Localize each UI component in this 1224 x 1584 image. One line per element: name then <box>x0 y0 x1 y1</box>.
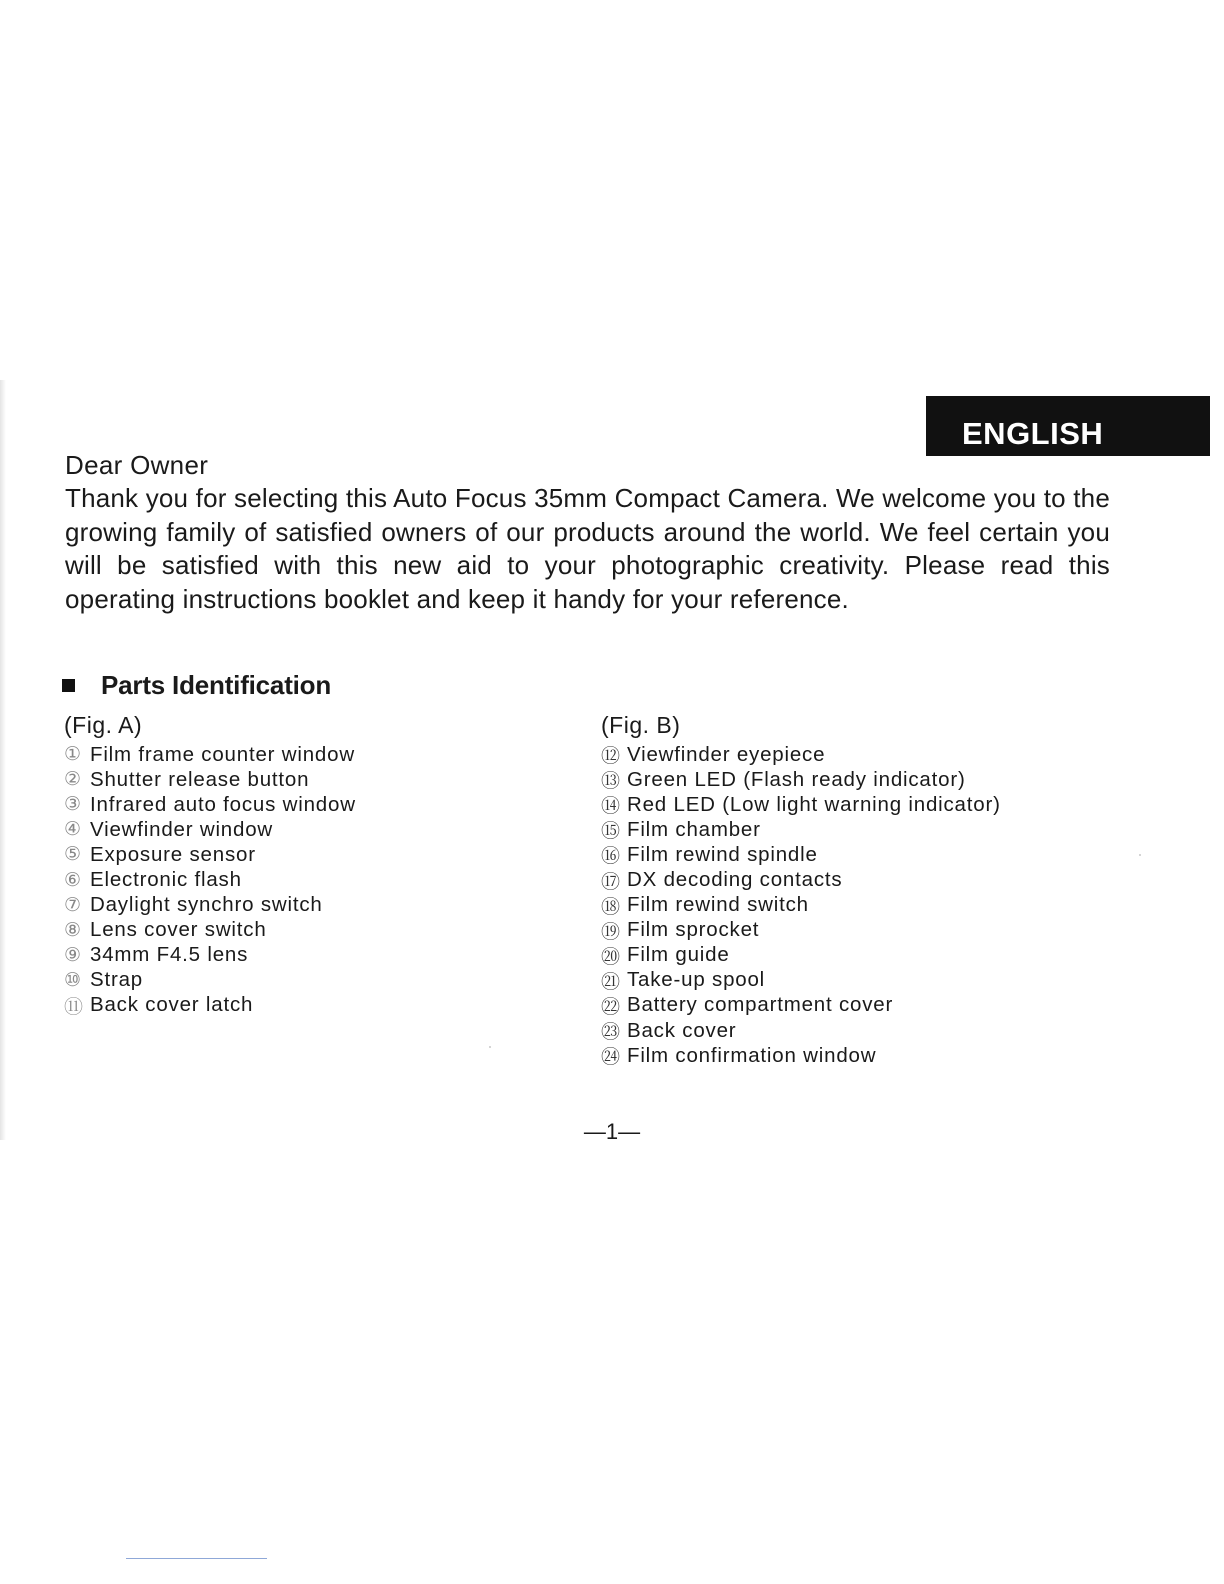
part-number: ⑦ <box>64 894 82 916</box>
part-item <box>601 918 1001 943</box>
part-number: ⑭ <box>601 796 621 818</box>
part-label: Film confirmation window <box>627 1043 877 1067</box>
divider-line <box>126 1558 267 1559</box>
part-label: Film sprocket <box>627 918 760 942</box>
scan-speck <box>1139 854 1141 856</box>
fig-b-label: (Fig. B) <box>601 712 681 738</box>
page-edge-shadow <box>0 380 6 1140</box>
part-number: ⑩ <box>64 969 82 991</box>
part-label: Film rewind switch <box>627 893 809 917</box>
part-number: ⑪ <box>64 996 84 1018</box>
part-number: ⑳ <box>601 946 621 968</box>
scan-speck <box>489 1046 491 1048</box>
fig-a-label: (Fig. A) <box>64 712 143 738</box>
part-item <box>601 842 1001 867</box>
part-item <box>601 968 1001 993</box>
part-number: ④ <box>64 819 82 841</box>
part-label: Infrared auto focus window <box>90 792 356 816</box>
fig-b-column <box>601 708 1001 1068</box>
part-label: Exposure sensor <box>90 842 256 866</box>
part-item <box>601 1043 1001 1068</box>
part-label: Electronic flash <box>90 868 242 892</box>
part-item <box>64 817 356 842</box>
part-item <box>64 918 356 943</box>
part-label: Strap <box>90 968 143 992</box>
part-number: ⑱ <box>601 896 621 918</box>
part-number: ③ <box>64 794 82 816</box>
language-badge: ENGLISH <box>926 396 1210 456</box>
part-label: Film rewind spindle <box>627 842 818 866</box>
part-label: Red LED (Low light warning indicator) <box>627 792 1001 816</box>
part-label: Take-up spool <box>627 968 766 992</box>
part-label: Battery compartment cover <box>627 993 894 1017</box>
part-label: Back cover <box>627 1018 737 1042</box>
part-number: ⑯ <box>601 846 621 868</box>
part-label: Viewfinder window <box>90 817 274 841</box>
greeting: Dear Owner <box>65 450 209 480</box>
part-label: 34mm F4.5 lens <box>90 943 249 967</box>
part-label: Film chamber <box>627 817 761 841</box>
section-title: Parts Identification <box>101 670 332 700</box>
part-number: ⑬ <box>601 771 621 793</box>
part-number: ② <box>64 769 82 791</box>
part-number: ⑮ <box>601 821 621 843</box>
part-item <box>64 867 356 892</box>
part-number: ㉒ <box>601 996 621 1018</box>
page-number: —1— <box>583 1119 641 1144</box>
part-number: ⑨ <box>64 944 82 966</box>
part-number: ㉔ <box>601 1047 621 1069</box>
fig-b-parts-list <box>601 742 1001 1068</box>
part-number: ⑲ <box>601 921 621 943</box>
part-label: Lens cover switch <box>90 918 267 942</box>
part-label: Green LED (Flash ready indicator) <box>627 767 966 791</box>
part-number: ㉑ <box>601 971 621 993</box>
part-label: Film guide <box>627 943 730 967</box>
part-item <box>601 943 1001 968</box>
part-item <box>601 767 1001 792</box>
part-number: ⑤ <box>64 844 82 866</box>
part-item <box>601 1018 1001 1043</box>
fig-a-column <box>64 708 356 1018</box>
part-label: Shutter release button <box>90 767 310 791</box>
part-item <box>601 742 1001 767</box>
part-item <box>601 893 1001 918</box>
square-bullet-icon <box>62 679 75 692</box>
part-item <box>64 767 356 792</box>
part-item <box>64 742 356 767</box>
part-label: Film frame counter window <box>90 742 355 766</box>
section-heading <box>62 670 331 701</box>
part-number: ㉓ <box>601 1022 621 1044</box>
part-item <box>601 993 1001 1018</box>
part-item <box>64 943 356 968</box>
part-label: Viewfinder eyepiece <box>627 742 826 766</box>
fig-a-parts-list <box>64 742 356 1018</box>
part-number: ⑥ <box>64 869 82 891</box>
part-label: Daylight synchro switch <box>90 893 323 917</box>
part-item <box>64 842 356 867</box>
part-item <box>64 792 356 817</box>
part-label: Back cover latch <box>90 993 254 1017</box>
part-item <box>64 993 356 1018</box>
part-number: ⑧ <box>64 919 82 941</box>
part-number: ① <box>64 744 82 766</box>
part-item <box>601 867 1001 892</box>
part-item <box>64 968 356 993</box>
part-label: DX decoding contacts <box>627 868 843 892</box>
part-item <box>64 893 356 918</box>
part-number: ⑫ <box>601 746 621 768</box>
part-item <box>601 792 1001 817</box>
part-number: ⑰ <box>601 871 621 893</box>
intro-paragraph: Thank you for selecting this Auto Focus 35mm Compact Camera. We welcome you to the growing family of satisfied owners of our products around the world. We feel certain you will be satisfied with this new aid to your photographic creativity. Please read this operating instructions booklet and keep it handy for your reference. <box>65 483 1110 614</box>
part-item <box>601 817 1001 842</box>
